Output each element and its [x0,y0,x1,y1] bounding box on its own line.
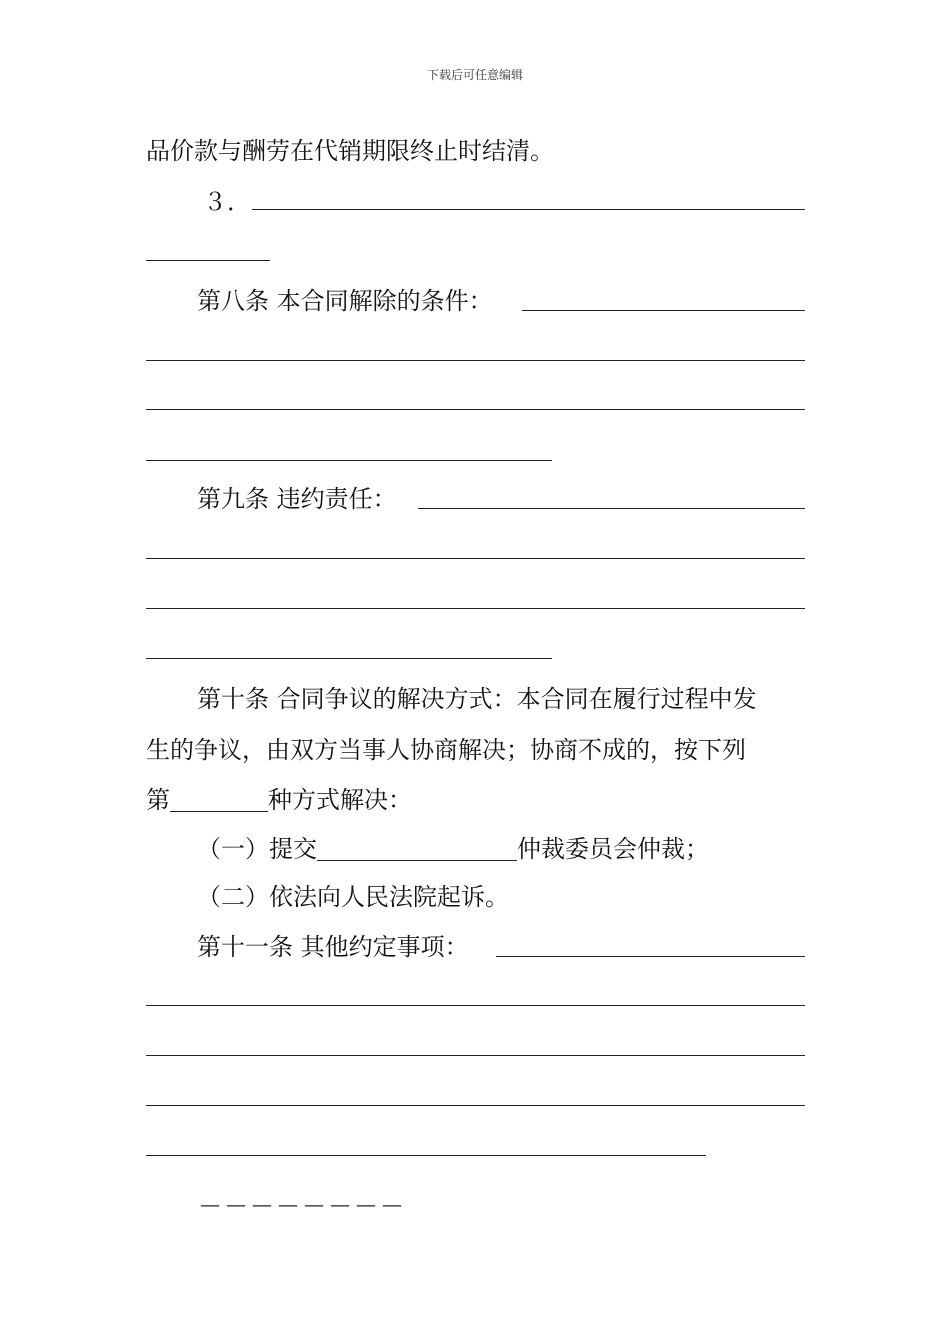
blank-line[interactable] [252,209,805,210]
blank-field[interactable] [317,836,517,861]
blank-line[interactable] [146,658,552,659]
blank-line[interactable] [146,1155,706,1156]
article-heading: 第十一条 [197,933,293,961]
header-note: 下载后可任意编辑 [426,68,523,82]
article-heading: 第九条 [197,485,269,513]
article-label: 本合同解除的条件： [276,287,493,315]
article-heading: 第十条 [197,685,269,713]
text-segment: （一）提交 [197,835,317,863]
blank-line[interactable] [496,956,805,957]
blank-line[interactable] [146,1005,805,1006]
text-segment: 第 [146,786,170,814]
blank-line[interactable] [146,260,270,261]
blank-line[interactable] [146,1105,805,1106]
paragraph-line: 品价款与酬劳在代销期限终止时结清。 [146,137,554,165]
blank-line[interactable] [146,558,805,559]
blank-line[interactable] [522,310,805,311]
article-heading: 第八条 [197,287,269,315]
blank-line[interactable] [146,460,552,461]
article-10-line-2: 生的争议，由双方当事人协商解决；协商不成的，按下列 [146,736,746,764]
blank-line[interactable] [146,1055,805,1056]
blank-field[interactable] [170,787,268,812]
option-2: （二）依法向人民法院起诉。 [197,883,509,911]
article-11-title [197,930,469,964]
blank-line[interactable] [418,508,805,509]
article-10-line-3 [146,783,412,817]
article-text: 合同争议的解决方式：本合同在履行过程中发 [276,685,757,713]
text-segment: 种方式解决： [268,786,412,814]
blank-line[interactable] [146,409,805,410]
article-9-title [197,482,397,516]
blank-line[interactable] [146,608,805,609]
article-label: 其他约定事项： [300,933,469,961]
article-label: 违约责任： [276,485,397,513]
footer-dashes: ———————— [200,1192,408,1216]
blank-line[interactable] [146,360,805,361]
article-10-line-1 [197,682,757,716]
text-segment: 仲裁委员会仲裁； [517,835,709,863]
option-1 [197,832,709,866]
item-3-label: ３． [203,188,251,216]
article-8-title [197,284,493,318]
